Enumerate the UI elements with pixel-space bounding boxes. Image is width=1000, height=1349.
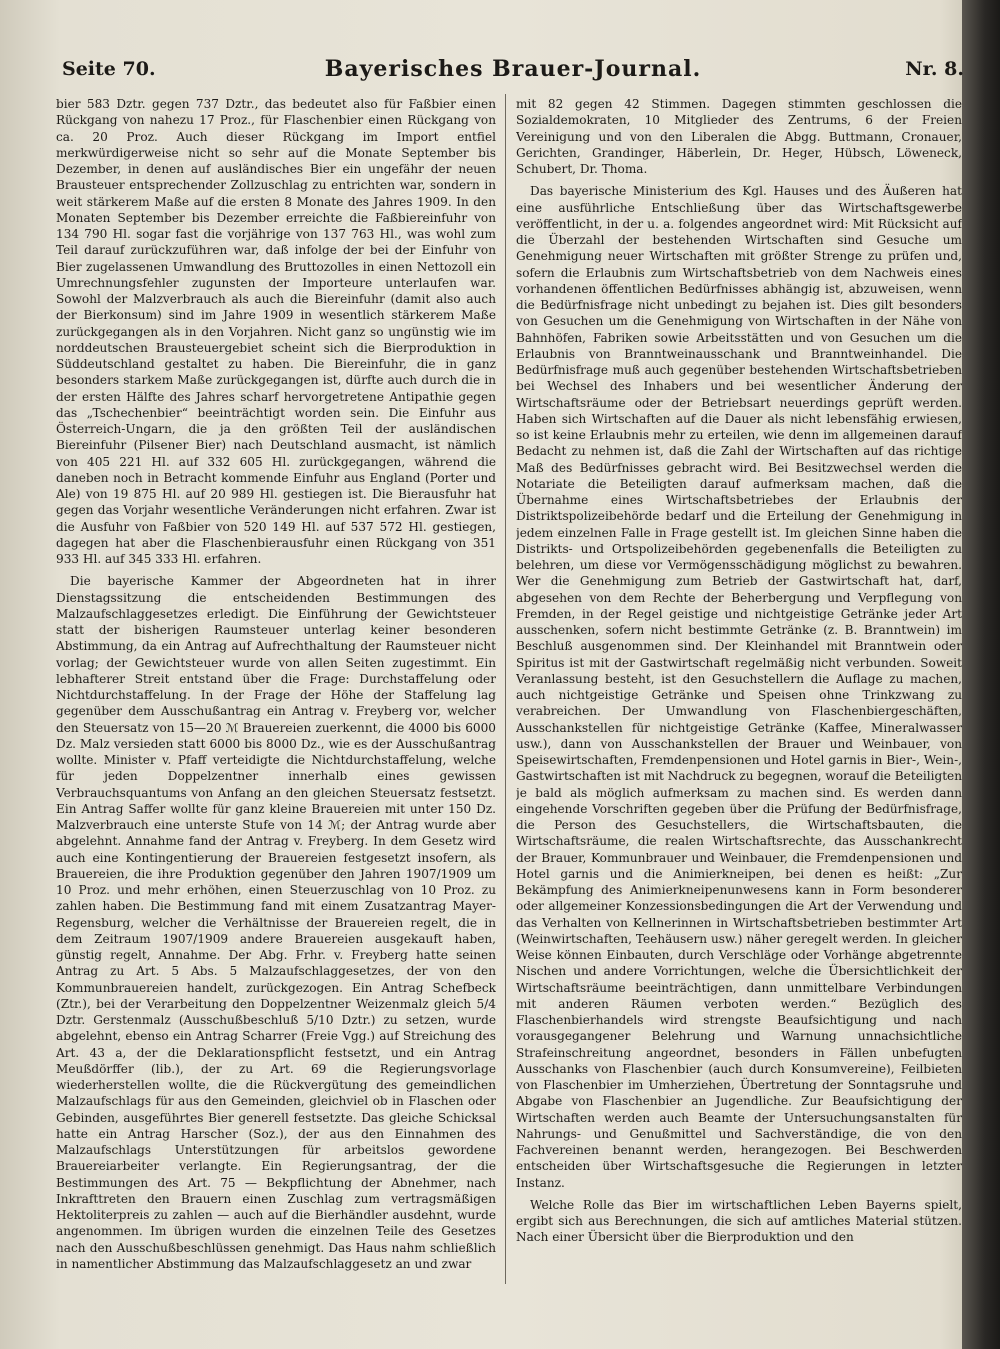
left-column: [56, 96, 496, 1291]
article-paragraph: Die bayerische Kammer der Abgeordneten hat in ihrer Dienstagssitzung die entscheidenden Bestimmungen des Malzaufschlaggesetzes erledigt. Die Einführung der Gewichtsteuer statt der bisherigen Raumsteuer unterlag keiner besonderen Abstimmung, da ein Antrag auf Aufrechthaltung der Raumsteuer nicht vorlag; der Gewichtsteuer wurde von allen Seiten zugestimmt. Ein lebhafterer Streit entstand über die Frage: Durchstaffelung oder Nichtdurchstaffelung. In der Frage der Höhe der Staffelung lag gegenüber dem Ausschußantrag ein Antrag v. Freyberg vor, welcher den Steuersatz von 15—20 ℳ Brauereien zuerkennt, die 4000 bis 6000 Dz. Malz versieden statt 6000 bis 8000 Dz., wie es der Ausschußantrag wollte. Minister v. Pfaff verteidigte die Nichtdurchstaffelung, welche für jeden Doppelzentner innerhalb eines gewissen Verbrauchsquantums von Anfang an den gleichen Steuersatz festsetzt. Ein Antrag Saffer wollte für ganz kleine Brauereien mit unter 150 Dz. Malzverbrauch eine unterste Stufe von 14 ℳ; der Antrag wurde aber abgelehnt. Annahme fand der Antrag v. Freyberg. In dem Gesetz wird auch eine Kontingentierung der Brauereien festgesetzt insofern, als Brauereien, die ihre Produktion gegenüber den Jahren 1907/1909 um 10 Proz. und mehr erhöhen, einen Steuerzuschlag von 10 Proz. zu zahlen haben. Die Bestimmung fand mit einem Zusatzantrag Mayer-Regensburg, welcher die Verhältnisse der Brauereien regelt, die in dem Zeitraum 1907/1909 andere Brauereien ausgekauft haben, günstig regelt, Annahme. Der Abg. Frhr. v. Freyberg hatte seinen Antrag zu Art. 5 Abs. 5 Malzaufschlaggesetzes, der von den Kommunbrauereien handelt, zurückgezogen. Ein Antrag Schefbeck (Ztr.), bei der Verarbeitung den Doppelzentner Weizenmalz gleich 5/4 Dztr. Gerstenmalz (Ausschußbeschluß 5/10 Dztr.) zu setzen, wurde abgelehnt, ebenso ein Antrag Scharrer (Freie Vgg.) auf Streichung des Art. 43 a, der die Deklarationspflicht festsetzt, und ein Antrag Meußdörffer (lib.), der zu Art. 69 die Regierungsvorlage wiederherstellen wollte, die die Rückvergütung des gemeindlichen Malzaufschlags für aus den Gemeinden, gleichviel ob in Flaschen oder Gebinden, ausgeführtes Bier generell festsetzte. Das gleiche Schicksal hatte ein Antrag Harscher (Soz.), der aus den Einnahmen des Malzaufschlags Unterstützungen für arbeitslos gewordene Brauereiarbeiter verlangte. Ein Regierungsantrag, der die Bestimmungen des Art. 75 — Bekpflichtung der Abnehmer, nach Inkrafttreten den Brauern einen Zuschlag zum vertragsmäßigen Hektoliterpreis zu zahlen — auch auf die Bierhändler ausdehnt, wurde angenommen. Im übrigen wurden die einzelnen Teile des Gesetzes nach den Ausschußbeschlüssen genehmigt. Das Haus nahm schließlich in namentlicher Abstimmung das Malzaufschlaggesetz an und zwar: [56, 574, 496, 1271]
page-binding-edge: [962, 0, 1000, 1349]
right-column: [516, 96, 962, 1291]
article-paragraph: Das bayerische Ministerium des Kgl. Hauses und des Äußeren hat eine ausführliche Entschließung über das Wirtschaftsgewerbe veröffentlicht, in der u. a. folgendes angeordnet wird: Mit Rücksicht auf die Überzahl der bestehenden Wirtschaften sind Gesuche um Genehmigung neuer Wirtschaften mit größter Strenge zu prüfen und, sofern die Erlaubnis zum Wirtschaftsbetrieb von dem Nachweis eines vorhandenen öffentlichen Bedürfnisses abhängig ist, abzuweisen, wenn die Bedürfnisfrage nicht unbedingt zu bejahen ist. Dies gilt besonders von Gesuchen um die Genehmigung von Wirtschaften in der Nähe von Bahnhöfen, Fabriken sowie Arbeitsstätten und von Gesuchen um die Erlaubnis von Branntweinausschank und Branntweinhandel. Die Bedürfnisfrage muß auch gegenüber bestehenden Wirtschaftsbetrieben bei Wechsel des Inhabers und bei wesentlicher Änderung der Wirtschaftsräume oder der Betriebsart neuerdings geprüft werden. Haben sich Wirtschaften auf die Dauer als nicht lebensfähig erwiesen, so ist keine Erlaubnis mehr zu erteilen, wie denn im allgemeinen darauf Bedacht zu nehmen ist, daß die Zahl der Wirtschaften auf das richtige Maß des Bedürfnisses gebracht wird. Bei Besitzwechsel werden die Notariate die Beteiligten darauf aufmerksam machen, daß die Übernahme eines Wirtschaftsbetriebes der Erlaubnis der Distriktspolizeibehörde bedarf und die Erteilung der Genehmigung in jedem einzelnen Falle in Frage gestellt ist. Im gleichen Sinne haben die Distrikts- und Ortspolizeibehörden gegebenenfalls die Beteiligten zu belehren, um diese vor Vermögensschädigung möglichst zu bewahren. Wer die Genehmigung zum Betrieb der Gastwirtschaft hat, darf, abgesehen von dem Rechte der Beherbergung und Verpflegung von Fremden, in der Regel geistige und nichtgeistige Getränke jeder Art ausschenken, sofern nicht bestimmte Getränke (z. B. Branntwein) im Beschluß ausgenommen sind. Der Kleinhandel mit Branntwein oder Spiritus ist mit der Gastwirtschaft regelmäßig nicht verbunden. Soweit Veranlassung besteht, ist den Gesuchstellern die Auflage zu machen, auch nichtgeistige Getränke und Speisen ohne Trinkzwang zu verabreichen. Der Umwandlung von Flaschenbiergeschäften, Ausschankstellen für nichtgeistige Getränke (Kaffee, Mineralwasser usw.), dann von Ausschankstellen der Brauer und Weinbauer, von Speisewirtschaften, Fremdenpensionen und Hotel garnis in Bier-, Wein-, Gastwirtschaften ist mit Nachdruck zu begegnen, worauf die Beteiligten je bald als möglich aufmerksam zu machen sind. Es werden dann eingehende Vorschriften gegeben über die Prüfung der Bedürfnisfrage, die Person des Gesuchstellers, die Wirtschaftsbauten, die Wirtschaftsräume, die realen Wirtschaftsrechte, das Ausschankrecht der Brauer, Kommunbrauer und Weinbauer, die Fremdenpensionen und Hotel garnis und die Animierkneipen, bei denen es heißt: „Zur Bekämpfung des Animierkneipenunwesens kann in Form besonderer oder allgemeiner Konzessionsbedingungen die Art der Verwendung und das Verhalten von Kellnerinnen in Wirtschaftsbetrieben bestimmter Art (Weinwirtschaften, Teehäusern usw.) näher geregelt werden. In gleicher Weise können Einbauten, durch Verschläge oder Vorhänge abgetrennte Nischen und andere Vorrichtungen, welche die Übersichtlichkeit der Wirtschaftsräume beeinträchtigen, dann unmittelbare Verbindungen mit anderen Räumen verboten werden.“ Bezüglich des Flaschenbierhandels wird strengste Beaufsichtigung und nach vorausgegangener Belehrung und Warnung unnachsichtliche Strafeinschreitung angeordnet, besonders in Fällen unbefugten Ausschanks von Flaschenbier (auch durch Konsumvereine), Feilbieten von Flaschenbier im Umherziehen, Übertretung der Sonntagsruhe und Abgabe von Flaschenbier an Jugendliche. Zur Beaufsichtigung der Wirtschaften werden auch Beamte der Untersuchungsanstalten für Nahrungs- und Genußmittel und Sachverständige, die von den Fachvereinen benannt werden, herangezogen. Bei Beschwerden entscheiden über Wirtschaftsgesuche die Regierungen in letzter Instanz.: [516, 184, 962, 1190]
page-number: Seite 70.: [62, 58, 156, 80]
article-paragraph: bier 583 Dztr. gegen 737 Dztr., das bedeutet also für Faßbier einen Rückgang von nahezu 17 Proz., für Flaschenbier einen Rückgang von ca. 20 Proz. Auch dieser Rückgang im Import entfiel merkwürdigerweise nicht so sehr auf die Monate September bis Dezember, in denen auf ausländisches Bier ein ungefähr der neuen Brausteuer entsprechender Zollzuschlag zu entrichten war, sondern in weit stärkerem Maße auf die ersten 8 Monate des Jahres 1909. In den Monaten September bis Dezember erreichte die Faßbiereinfuhr von 134 790 Hl. sogar fast die vorjährige von 137 763 Hl., was wohl zum Teil darauf zurückzuführen war, daß infolge der bei der Einfuhr von Bier zugelassenen Umwandlung des Bruttozolles in einen Nettozoll ein Umrechnungsfehler zugunsten der Importeure unterlaufen war. Sowohl der Malzverbrauch als auch die Biereinfuhr (damit also auch der Bierkonsum) sind im Jahre 1909 in wesentlich stärkerem Maße zurückgegangen als in den Vorjahren. Nicht ganz so ungünstig wie im norddeutschen Brausteuergebiet scheint sich die Bierproduktion in Süddeutschland gestaltet zu haben. Die Biereinfuhr, die in ganz besonders starkem Maße zurückgegangen ist, dürfte auch durch die in der ersten Hälfte des Jahres scharf hervorgetretene Antipathie gegen das „Tschechenbier“ beeinträchtigt worden sein. Die Einfuhr aus Österreich-Ungarn, die ja den größten Teil der ausländischen Biereinfuhr (Pilsener Bier) nach Deutschland ausmacht, ist nämlich von 405 221 Hl. auf 332 605 Hl. zurückgegangen, während die daneben noch in Betracht kommende Einfuhr aus England (Porter und Ale) von 19 875 Hl. auf 20 989 Hl. gestiegen ist. Die Bierausfuhr hat gegen das Vorjahr wesentliche Veränderungen nicht erfahren. Zwar ist die Ausfuhr von Faßbier von 520 149 Hl. auf 537 572 Hl. gestiegen, dagegen hat aber die Flaschenbierausfuhr einen Rückgang von 351 933 Hl. auf 345 333 Hl. erfahren.: [56, 97, 496, 566]
journal-title: Bayerisches Brauer-Journal.: [324, 56, 702, 82]
article-paragraph: mit 82 gegen 42 Stimmen. Dagegen stimmten geschlossen die Sozialdemokraten, 10 Mitglieder des Zentrums, 6 der Freien Vereinigung und von den Liberalen die Abgg. Buttmann, Cronauer, Gerichten, Grandinger, Häberlein, Dr. Heger, Hübsch, Löweneck, Schubert, Dr. Thoma.: [516, 97, 962, 176]
article-paragraph: Welche Rolle das Bier im wirtschaftlichen Leben Bayerns spielt, ergibt sich aus Berechnungen, die sich auf amtliches Material stützen. Nach einer Übersicht über die Bierproduktion und den: [516, 1197, 962, 1245]
column-divider: [505, 94, 506, 1284]
issue-number: Nr. 8.: [905, 58, 964, 80]
page-header: [62, 54, 964, 90]
